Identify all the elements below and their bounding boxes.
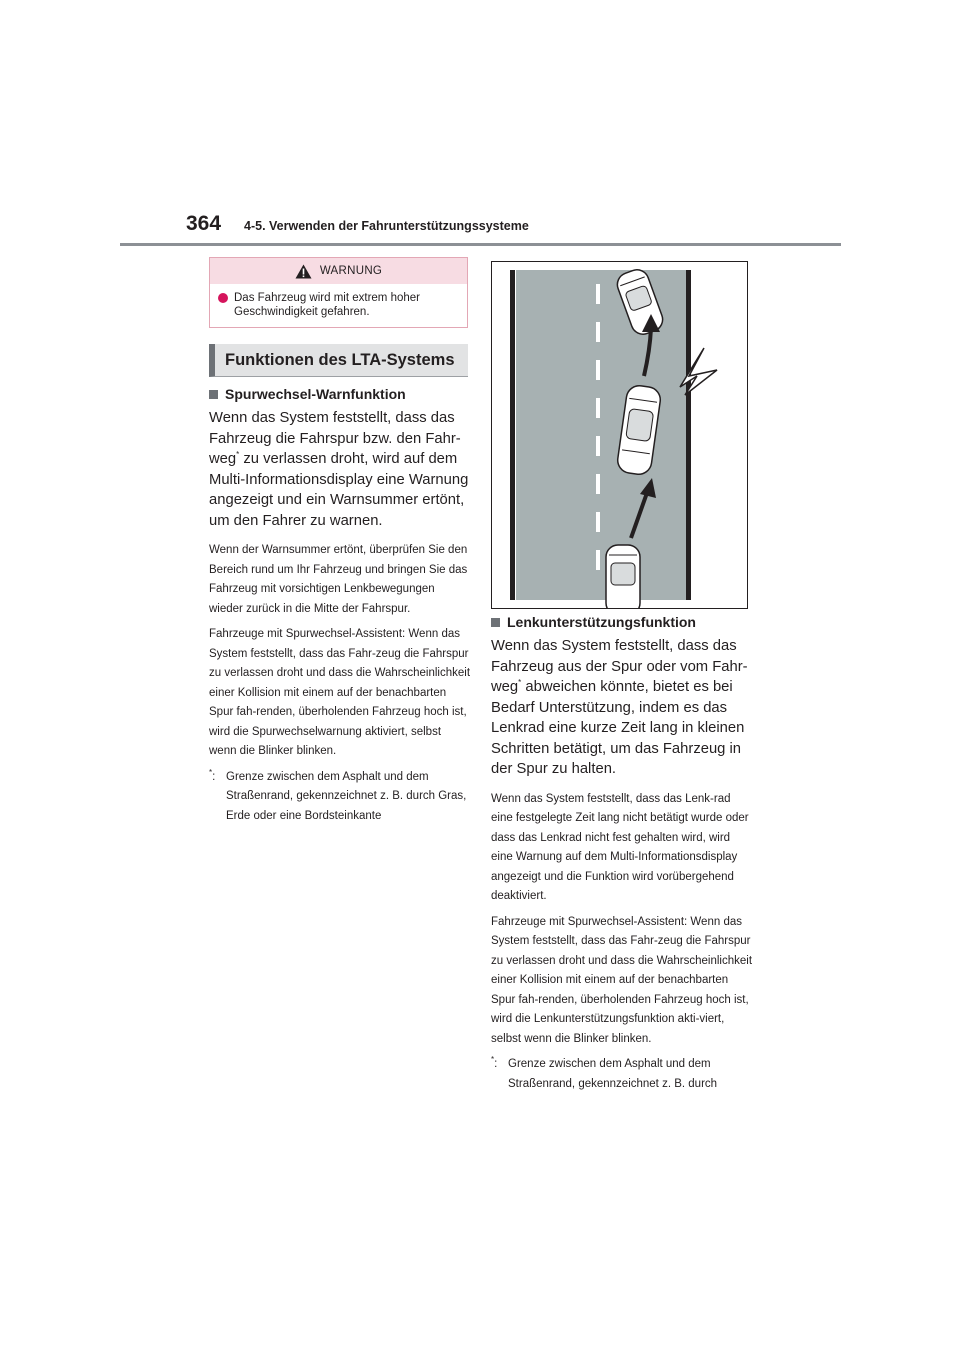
footnote-star: * xyxy=(209,767,213,777)
footnote-mark xyxy=(209,768,226,827)
warning-body xyxy=(210,284,467,319)
footnote-star: * xyxy=(491,1055,495,1065)
warning-triangle-icon xyxy=(295,264,312,279)
header-rule xyxy=(120,243,841,246)
road-edge-right xyxy=(686,270,691,600)
footnote-marker: * xyxy=(236,450,240,460)
right-column xyxy=(491,614,753,1094)
subheading-steering-assist xyxy=(491,614,753,630)
road-edge-left xyxy=(510,270,515,600)
page-number: 364 xyxy=(186,212,222,235)
footnote-text: Grenze zwischen dem Asphalt und dem Straßenrand, gekennzeichnet z. B. durch xyxy=(508,1058,718,1090)
subheading-lane-change-warning xyxy=(209,386,471,402)
footnote-colon: : xyxy=(212,770,216,783)
footnote-colon: : xyxy=(494,1058,498,1070)
car-bottom xyxy=(606,545,640,608)
footnote-mark xyxy=(491,1055,508,1094)
warning-header xyxy=(210,258,467,284)
main-paragraph xyxy=(209,408,471,531)
subheading-text: Spurwechsel-Warnfunktion xyxy=(225,386,406,402)
small-paragraph-2: Fahrzeuge mit Spurwechsel-Assistent: Wenn das System feststellt, dass das Fahr-zeug die Fahrspur zu verlassen droht und dass die Wahrscheinlichkeit einer Kollision mit einem auf der benachbarten Spur fah-renden, überholenden Fahrzeug hoch ist, wird die Spurwechselwarnung aktiviert, selbst wenn die Blinker blinken. xyxy=(209,628,471,757)
small-paragraph-2: Fahrzeuge mit Spurwechsel-Assistent: Wenn das System feststellt, dass das Fahr-zeug die Fahrspur zu verlassen droht und dass die Wahrscheinlichkeit einer Kollision mit einem auf der benachbarten Spur fah-renden, überholenden Fahrzeug hoch ist, wird die Lenkunterstützungsfunktion akti-viert, selbst wenn die Blinker blinken. xyxy=(491,915,753,1045)
main-paragraph-part-1: Wenn das System feststellt, dass das Fahrzeug aus der Spur oder vom Fahr-weg xyxy=(491,638,748,695)
footnote xyxy=(491,1055,753,1094)
subheading-text: Lenkunterstützungsfunktion xyxy=(507,614,696,630)
lane-departure-illustration xyxy=(491,261,748,609)
footnote xyxy=(209,768,471,827)
main-paragraph-part-2: abweichen könnte, bietet es bei Bedarf Unterstützung, indem es das Lenkrad eine kurze Zeit lang in kleinen Schritten betätigt, um das Fahrzeug in der Spur zu halten. xyxy=(491,679,745,777)
small-paragraph-1: Wenn der Warnsummer ertönt, überprüfen Sie den Bereich rund um Ihr Fahrzeug und bringen Sie das Fahrzeug mit vorsichtigen Lenkbewegungen wieder zurück in die Mitte der Fahrspur. xyxy=(209,544,468,615)
left-column xyxy=(209,386,471,826)
bullet-icon xyxy=(218,293,228,303)
chapter-title: 4-5. Verwenden der Fahrunterstützungssysteme xyxy=(244,219,529,233)
square-bullet-icon xyxy=(209,390,218,399)
small-paragraph-1: Wenn das System feststellt, dass das Lenk-rad eine festgelegte Zeit lang nicht betätigt wurde oder dass das Lenkrad nicht fest gehalten wird, wird eine Warnung auf dem Multi-Informationsdisplay angezeigt und die Funktion wird vorübergehend deaktiviert. xyxy=(491,792,749,902)
square-bullet-icon xyxy=(491,618,500,627)
main-paragraph-part-1: Wenn das System feststellt, dass das Fahrzeug die Fahrspur bzw. den Fahr-weg xyxy=(209,410,461,467)
section-title: Funktionen des LTA-Systems xyxy=(209,344,468,377)
warning-box xyxy=(209,257,468,328)
lane-departure-illustration-svg xyxy=(492,262,747,608)
warning-text: Das Fahrzeug wird mit extrem hoher Geschwindigkeit gefahren. xyxy=(234,292,420,318)
main-paragraph xyxy=(491,636,753,780)
warning-title: WARNUNG xyxy=(319,265,383,277)
footnote-text: Grenze zwischen dem Asphalt und dem Straßenrand, gekennzeichnet z. B. durch Gras, Erde oder eine Bordsteinkante xyxy=(226,770,467,822)
footnote-marker: * xyxy=(518,678,522,688)
main-paragraph-part-2: zu verlassen droht, wird auf dem Multi-Informationsdisplay eine Warnung angezeigt und ein Warnsummer ertönt, um den Fahrer zu warnen. xyxy=(209,451,469,529)
